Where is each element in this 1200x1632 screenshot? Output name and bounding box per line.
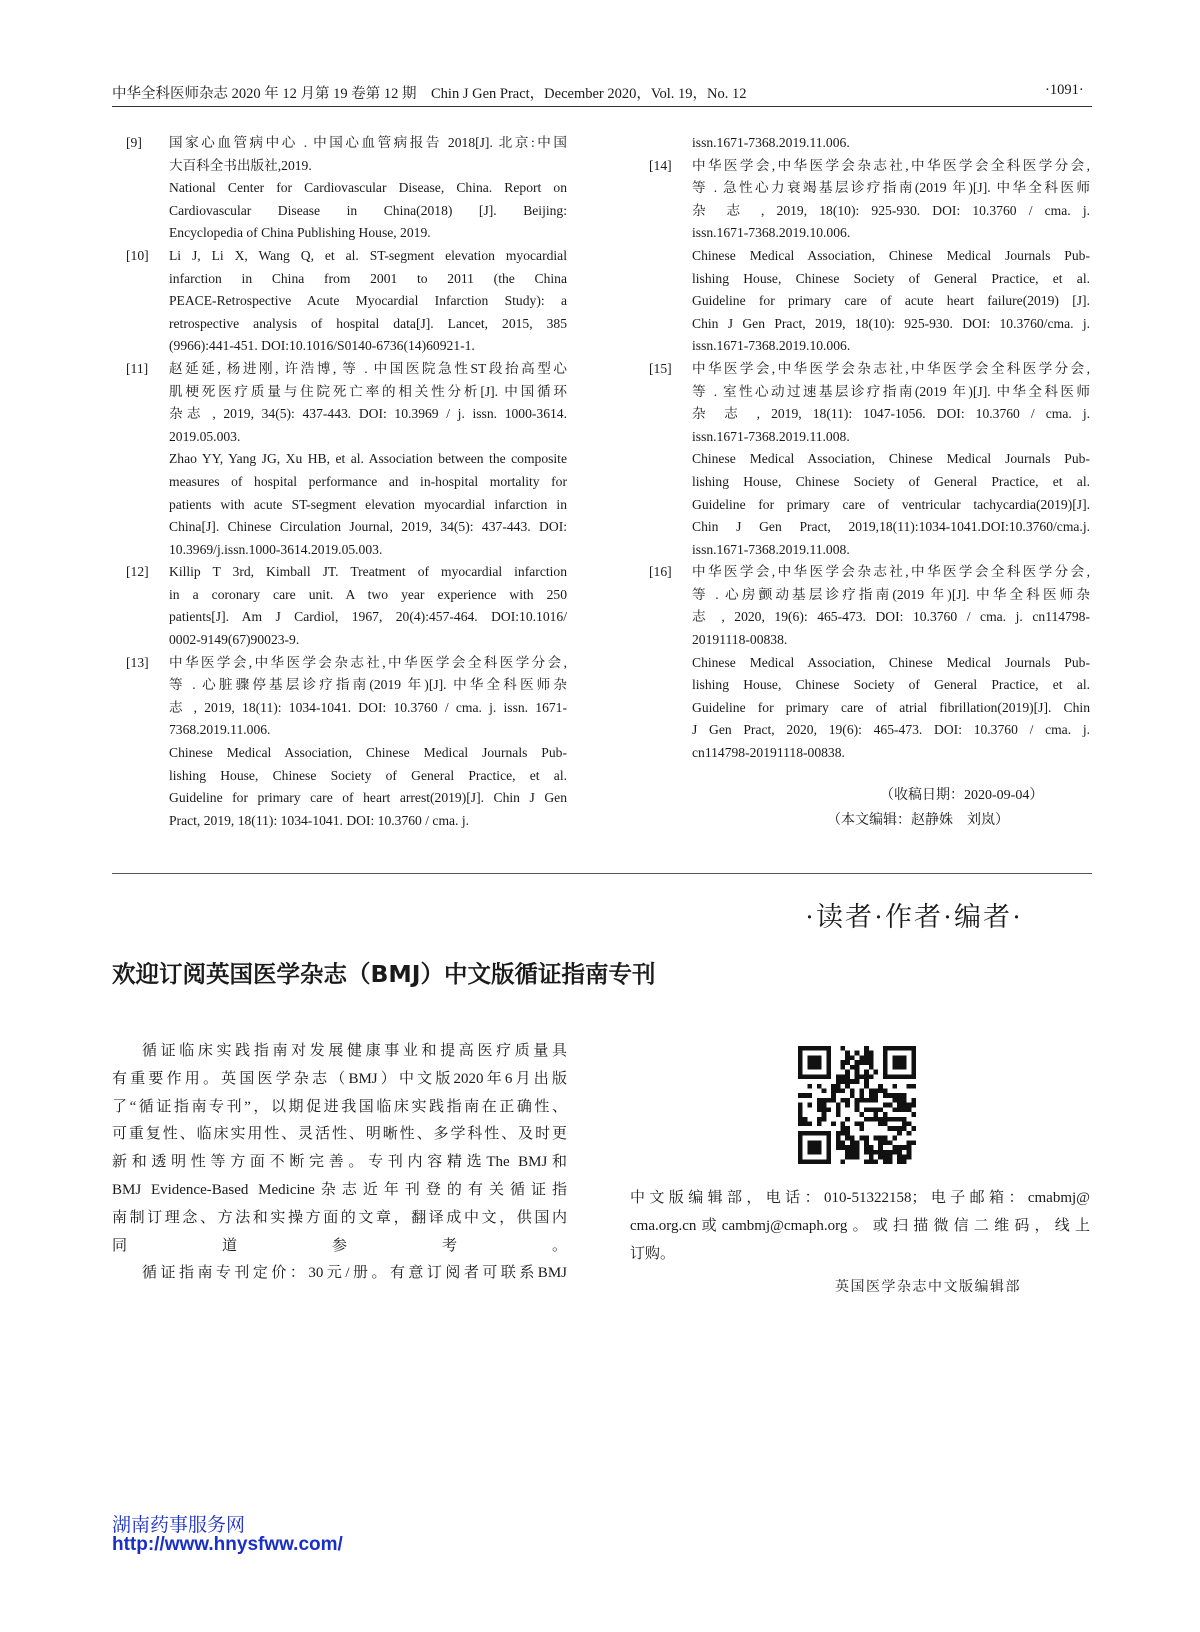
reference-line: issn.1671-7368.2019.11.006. (692, 135, 850, 150)
reference-line: Guideline for primary care of acute heart failure(2019) [J]. (692, 293, 1090, 309)
reference-line: 肌梗死医疗质量与住院死亡率的相关性分析[J]. 中国循环 (169, 383, 567, 399)
reference-number: [13] (126, 654, 149, 670)
paragraph-line: 中文版编辑部，电话：010-51322158；电子邮箱：cmabmj@ (630, 1190, 1090, 1206)
reference-line: Chin J Gen Pract, 2019, 18(10): 925-930. DOI: 10.3760/cma. j. (692, 315, 1090, 331)
wechat-qr-code[interactable] (798, 1046, 916, 1164)
reference-line: Killip T 3rd, Kimball JT. Treatment of myocardial infarction (169, 564, 567, 580)
reference-number: [12] (126, 564, 149, 580)
notice-body (112, 1038, 567, 1288)
reference-line: 等 . 心房颤动基层诊疗指南(2019 年)[J]. 中华全科医师杂 (692, 586, 1090, 602)
reference-entry (635, 561, 1090, 764)
reference-entry (635, 132, 1090, 155)
paragraph-line: 循证指南专刊定价：30元/册。有意订阅者可联系BMJ (142, 1265, 567, 1282)
reference-number: [16] (649, 564, 672, 580)
reference-line: Cardiovascular Disease in China(2018) [J]. Beijing: (169, 202, 567, 218)
reference-line: Chinese Medical Association, Chinese Medical Journals Pub- (169, 745, 567, 761)
references-left-column (112, 132, 567, 832)
reference-line: 中华医学会,中华医学会杂志社,中华医学会全科医学分会, (692, 564, 1090, 580)
reference-line: 等 . 心脏骤停基层诊疗指南(2019 年)[J]. 中华全科医师杂 (169, 677, 567, 693)
reference-entry (112, 561, 567, 651)
section-label: ·读者·作者·编者· (805, 902, 1023, 932)
reference-line: issn.1671-7368.2019.10.006. (692, 338, 851, 354)
reference-number: [10] (126, 247, 149, 263)
reference-entry (112, 358, 567, 561)
reference-line: Chinese Medical Association, Chinese Medical Journals Pub- (692, 654, 1090, 670)
reference-number: [14] (649, 157, 672, 173)
reference-line: 国家心血管病中心 . 中国心血管病报告 2018[J]. 北京:中国 (169, 135, 567, 150)
reference-line: 中华医学会,中华医学会杂志社,中华医学会全科医学分会, (169, 654, 567, 670)
reference-line: measures of hospital performance and in-hospital mortality for (169, 473, 567, 489)
paragraph-line: 可重复性、临床实用性、灵活性、明晰性、多学科性、及时更 (112, 1126, 567, 1143)
reference-line: National Center for Cardiovascular Disease, China. Report on (169, 180, 567, 196)
received-date: （收稿日期：2020-09-04） (880, 788, 1044, 803)
reference-number: [15] (649, 360, 672, 376)
reference-line: patients[J]. Am J Cardiol, 1967, 20(4):457-464. DOI:10.1016/ (169, 609, 567, 625)
reference-entry (635, 155, 1090, 358)
reference-line: 赵延延, 杨进刚, 许浩博, 等 . 中国医院急性ST段抬高型心 (169, 360, 567, 376)
reference-line: Guideline for primary care of heart arrest(2019)[J]. Chin J Gen (169, 790, 567, 806)
reference-line: 等 . 急性心力衰竭基层诊疗指南(2019 年)[J]. 中华全科医师 (692, 180, 1090, 196)
reference-line: J Gen Pract, 2020, 19(6): 465-473. DOI: 10.3760 / cma. j. (692, 722, 1090, 738)
reference-line: Chinese Medical Association, Chinese Medical Journals Pub- (692, 247, 1090, 263)
reference-number: [11] (126, 360, 149, 376)
reference-line: 杂 志 , 2019, 18(11): 1047-1056. DOI: 10.3760 / cma. j. (692, 406, 1090, 422)
reference-line: in a coronary care unit. A two year experience with 250 (169, 586, 567, 602)
paragraph-line: cma.org.cn或cambmj@cmaph.org。或扫描微信二维码，线上 (630, 1218, 1090, 1234)
reference-line: lishing House, Chinese Society of General Practice, et al. (169, 767, 567, 783)
reference-line: patients with acute ST-segment elevation myocardial infarction in (169, 496, 567, 512)
watermark-site-name: 湖南药事服务网 (112, 1515, 246, 1536)
reference-line: 大百科全书出版社,2019. (169, 157, 312, 173)
notice-title: 欢迎订阅英国医学杂志（BMJ）中文版循证指南专刊 (112, 960, 656, 988)
reference-line: issn.1671-7368.2019.11.008. (692, 428, 850, 444)
paragraph-line: 了“循证指南专刊”，以期促进我国临床实践指南在正确性、 (112, 1098, 567, 1115)
header-rule (112, 106, 1092, 107)
reference-line: lishing House, Chinese Society of General Practice, et al. (692, 473, 1090, 489)
reference-line: cn114798-20191118-00838. (692, 745, 845, 761)
reference-line: issn.1671-7368.2019.11.008. (692, 541, 850, 557)
reference-entry (112, 132, 567, 245)
notice-contact (630, 1184, 1090, 1268)
paragraph-line: 南制订理念、方法和实操方面的文章，翻译成中文，供国内 (112, 1209, 567, 1226)
reference-line: 杂志 , 2019, 34(5): 437-443. DOI: 10.3969 / j. issn. 1000-3614. (169, 406, 567, 422)
watermark-url-link[interactable]: http://www.hnysfww.com/ (112, 1534, 343, 1555)
reference-line: 中华医学会,中华医学会杂志社,中华医学会全科医学分会, (692, 360, 1090, 376)
reference-line: infarction in China from 2001 to 2011 (the China (169, 270, 567, 286)
reference-line: 10.3969/j.issn.1000-3614.2019.05.003. (169, 541, 383, 557)
reference-number: [9] (126, 135, 142, 150)
reference-line: 0002-9149(67)90023-9. (169, 632, 300, 648)
notice-signature: 英国医学杂志中文版编辑部 (835, 1280, 1021, 1295)
reference-entry (112, 245, 567, 358)
article-editors: （本文编辑：赵静姝 刘岚） (827, 813, 1009, 828)
reference-line: China[J]. Chinese Circulation Journal, 2019, 34(5): 437-443. DOI: (169, 519, 567, 535)
reference-line: Chinese Medical Association, Chinese Medical Journals Pub- (692, 451, 1090, 467)
reference-line: lishing House, Chinese Society of General Practice, et al. (692, 270, 1090, 286)
reference-line: issn.1671-7368.2019.10.006. (692, 225, 851, 241)
reference-line: PEACE-Retrospective Acute Myocardial Infarction Study): a (169, 293, 567, 309)
paragraph-line: 订购。 (630, 1246, 676, 1262)
reference-line: Chin J Gen Pract, 2019,18(11):1034-1041.DOI:10.3760/cma.j. (692, 519, 1090, 535)
reference-line: Li J, Li X, Wang Q, et al. ST-segment elevation myocardial (169, 247, 567, 263)
paragraph-line: BMJ Evidence-Based Medicine杂志近年刊登的有关循证指 (112, 1181, 567, 1198)
reference-line: retrospective analysis of hospital data[J]. Lancet, 2015, 385 (169, 315, 567, 331)
reference-line: Encyclopedia of China Publishing House, 2019. (169, 225, 431, 241)
references-right-column (635, 132, 1090, 765)
reference-line: Pract, 2019, 18(11): 1034-1041. DOI: 10.3760 / cma. j. (169, 812, 470, 828)
reference-line: 20191118-00838. (692, 632, 788, 648)
paragraph-line: 同道参考。 (112, 1237, 567, 1254)
reference-entry (635, 358, 1090, 561)
reference-line: lishing House, Chinese Society of General Practice, et al. (692, 677, 1090, 693)
reference-line: Guideline for primary care of atrial fibrillation(2019)[J]. Chin (692, 699, 1090, 715)
reference-line: 中华医学会,中华医学会杂志社,中华医学会全科医学分会, (692, 157, 1090, 173)
section-divider (112, 873, 1092, 874)
paragraph-line: 循证临床实践指南对发展健康事业和提高医疗质量具 (142, 1043, 567, 1059)
page-number: ·1091· (1045, 82, 1084, 98)
reference-line: 2019.05.003. (169, 428, 241, 444)
reference-line: Zhao YY, Yang JG, Xu HB, et al. Association between the composite (169, 451, 567, 467)
reference-line: (9966):441-451. DOI:10.1016/S0140-6736(14)60921-1. (169, 338, 475, 354)
reference-line: 等 . 室性心动过速基层诊疗指南(2019 年)[J]. 中华全科医师 (692, 383, 1090, 399)
paragraph-line: 新和透明性等方面不断完善。专刊内容精选The BMJ和 (112, 1154, 567, 1171)
reference-line: 7368.2019.11.006. (169, 722, 271, 738)
reference-line: Guideline for primary care of ventricular tachycardia(2019)[J]. (692, 496, 1090, 512)
running-header: 中华全科医师杂志 2020 年 12 月第 19 卷第 12 期 Chin J Gen Pract，December 2020，Vol. 19，No. 12 (112, 86, 747, 102)
reference-line: 志 , 2020, 19(6): 465-473. DOI: 10.3760 / cma. j. cn114798- (692, 609, 1090, 625)
paragraph-line: 有重要作用。英国医学杂志（BMJ）中文版2020年6月出版 (112, 1070, 567, 1087)
reference-entry (112, 652, 567, 833)
reference-line: 杂 志 , 2019, 18(10): 925-930. DOI: 10.3760 / cma. j. (692, 202, 1090, 218)
reference-line: 志 , 2019, 18(11): 1034-1041. DOI: 10.3760 / cma. j. issn. 1671- (169, 699, 567, 715)
